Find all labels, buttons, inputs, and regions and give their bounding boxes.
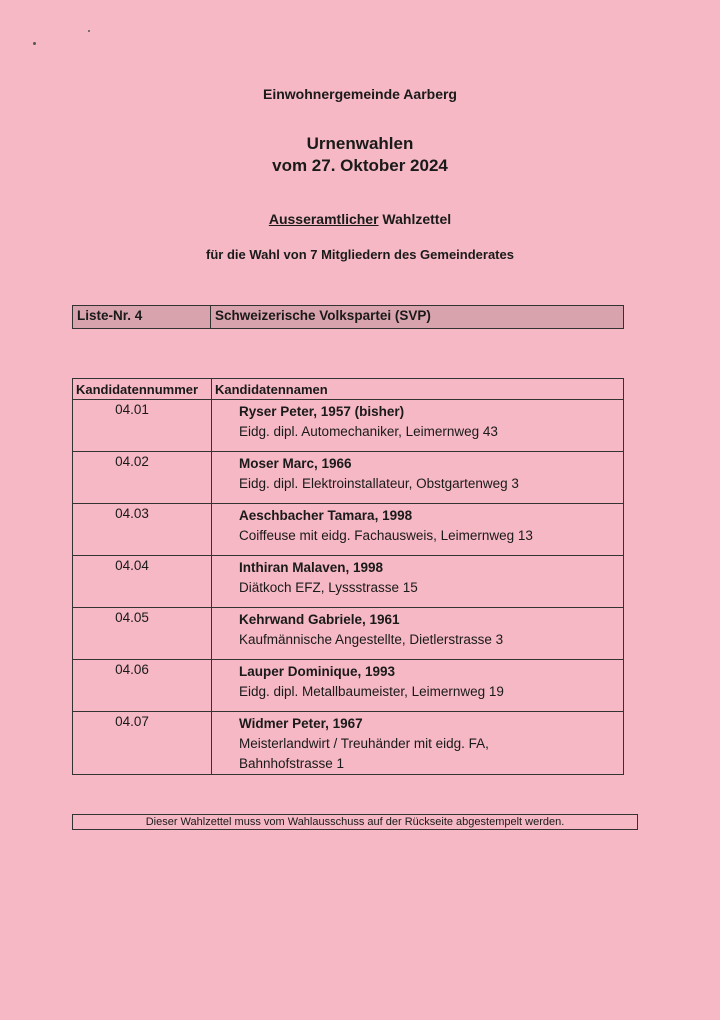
table-row [73, 400, 624, 452]
candidate-info [212, 712, 624, 775]
candidate-name: Widmer Peter, 1967 [239, 716, 363, 731]
candidate-name: Kehrwand Gabriele, 1961 [239, 612, 400, 627]
list-box [72, 305, 624, 329]
paper-speck [88, 30, 90, 32]
table-row [73, 608, 624, 660]
table-row [73, 556, 624, 608]
header-candidate-name: Kandidatennamen [212, 379, 624, 400]
candidate-detail: Eidg. dipl. Metallbaumeister, Leimernweg 19 [239, 684, 504, 699]
candidate-name: Inthiran Malaven, 1998 [239, 560, 384, 575]
ballot-type-rest: Wahlzettel [378, 211, 452, 227]
candidate-name: Moser Marc, 1966 [239, 456, 352, 471]
candidate-number: 04.02 [73, 452, 212, 504]
candidate-detail-line2: Bahnhofstrasse 1 [239, 756, 345, 771]
candidate-info [212, 660, 624, 712]
candidate-name: Ryser Peter, 1957 (bisher) [239, 404, 405, 419]
ballot-type [0, 211, 720, 227]
candidate-info [212, 452, 624, 504]
candidate-detail: Meisterlandwirt / Treuhänder mit eidg. FA, [239, 736, 489, 751]
election-title [0, 133, 720, 177]
candidate-info [212, 556, 624, 608]
municipality-name: Einwohnergemeinde Aarberg [263, 86, 457, 102]
election-title-line1: Urnenwahlen [306, 134, 414, 153]
candidate-name: Lauper Dominique, 1993 [239, 664, 396, 679]
table-row [73, 660, 624, 712]
candidate-info [212, 504, 624, 556]
candidate-number: 04.06 [73, 660, 212, 712]
candidate-number: 04.01 [73, 400, 212, 452]
candidate-info [212, 400, 624, 452]
candidate-number: 04.07 [73, 712, 212, 775]
candidate-detail: Eidg. dipl. Elektroinstallateur, Obstgartenweg 3 [239, 476, 519, 491]
stamp-notice: Dieser Wahlzettel muss vom Wahlausschuss auf der Rückseite abgestempelt werden. [72, 814, 638, 830]
header-candidate-number: Kandidatennummer [73, 379, 212, 400]
table-row [73, 504, 624, 556]
candidate-number: 04.04 [73, 556, 212, 608]
election-title-line2: vom 27. Oktober 2024 [272, 156, 448, 175]
candidate-detail: Kaufmännische Angestellte, Dietlerstrasse 3 [239, 632, 504, 647]
candidate-number: 04.03 [73, 504, 212, 556]
party-name: Schweizerische Volkspartei (SVP) [215, 308, 431, 323]
list-number: Liste-Nr. 4 [73, 306, 211, 328]
candidate-name: Aeschbacher Tamara, 1998 [239, 508, 413, 523]
candidate-detail: Eidg. dipl. Automechaniker, Leimernweg 43 [239, 424, 498, 439]
paper-speck [33, 42, 36, 45]
table-row [73, 452, 624, 504]
candidate-info [212, 608, 624, 660]
ballot-purpose: für die Wahl von 7 Mitgliedern des Gemeinderates [206, 247, 514, 262]
candidate-number: 04.05 [73, 608, 212, 660]
ballot-type-underlined: Ausseramtlicher [268, 211, 379, 227]
table-header-row [73, 379, 624, 400]
candidate-detail: Diätkoch EFZ, Lyssstrasse 15 [239, 580, 418, 595]
candidate-table [72, 378, 624, 775]
table-row [73, 712, 624, 775]
candidate-detail: Coiffeuse mit eidg. Fachausweis, Leimernweg 13 [239, 528, 533, 543]
